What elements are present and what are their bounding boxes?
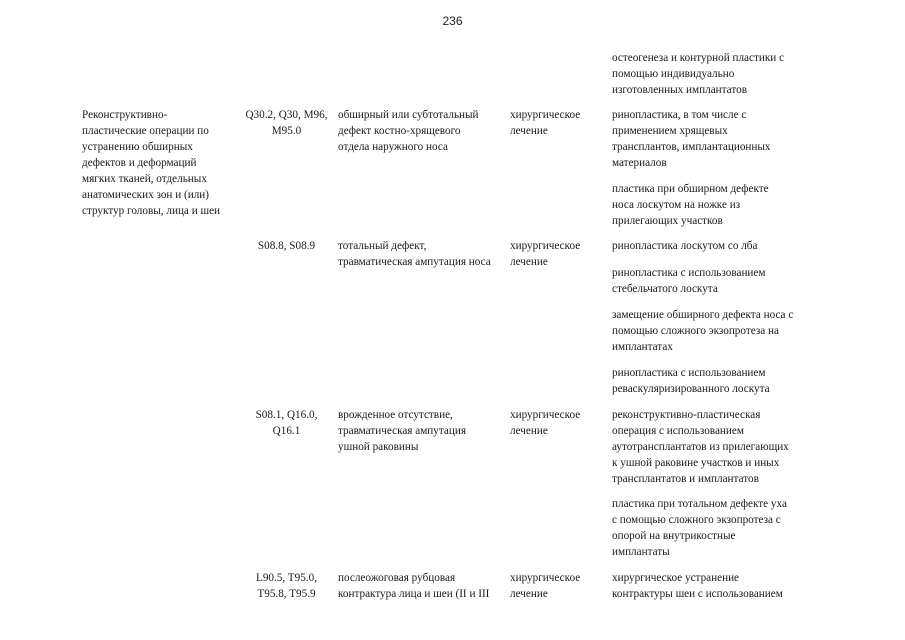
- patient-model: послеожоговая рубцовая контрактура лица и шеи (II и III: [338, 572, 490, 600]
- method-text: пластика при тотальном дефекте уха с помощью сложного экзопротеза с опорой на внутрикостные имплантаты: [612, 498, 787, 558]
- treatment-type: хирургическое лечение: [510, 409, 581, 437]
- method-text: ринопластика, в том числе с применением хрящевых трансплантов, имплантационных материалов: [612, 109, 771, 169]
- diagnosis-codes: S08.8, S08.9: [257, 240, 316, 252]
- treatment-type: хирургическое лечение: [510, 240, 581, 268]
- method-text: ринопластика лоскутом со лба: [612, 240, 758, 252]
- method-text: ринопластика с использованием стебельчатого лоскута: [612, 267, 766, 295]
- treatment-type: хирургическое лечение: [510, 572, 581, 600]
- method-text: остеогенеза и контурной пластики с помощью индивидуально изготовленных имплантатов: [612, 52, 785, 96]
- section-name: Реконструктивно- пластические операции по устранению обширных дефектов и деформаций мягких тканей, отдельных анатомических зон и (или) структур головы, лица и шеи: [82, 109, 221, 217]
- method-text: пластика при обширном дефекте носа лоскутом на ножке из прилегающих участков: [612, 183, 769, 227]
- method-text: замещение обширного дефекта носа с помощью сложного экзопротеза на имплантатах: [612, 309, 794, 353]
- patient-model: обширный или субтотальный дефект костно-хрящевого отдела наружного носа: [338, 109, 479, 153]
- method-text: реконструктивно-пластическая операция с использованием аутотрансплантатов из прилегающих к ушной раковине участков и иных трансплантатов и имплантатов: [612, 409, 789, 485]
- method-text: ринопластика с использованием реваскуляризированного лоскута: [612, 367, 770, 395]
- patient-model: тотальный дефект, травматическая ампутация носа: [338, 240, 491, 268]
- treatment-type: хирургическое лечение: [510, 109, 581, 137]
- diagnosis-codes: S08.1, Q16.0, Q16.1: [255, 409, 318, 437]
- patient-model: врожденное отсутствие, травматическая ампутация ушной раковины: [338, 409, 466, 453]
- diagnosis-codes: L90.5, T95.0, T95.8, T95.9: [255, 572, 317, 600]
- diagnosis-codes: Q30.2, Q30, M96, M95.0: [245, 109, 328, 137]
- page-number: 236: [442, 14, 463, 28]
- method-text: хирургическое устранение контрактуры шеи с использованием: [612, 572, 783, 600]
